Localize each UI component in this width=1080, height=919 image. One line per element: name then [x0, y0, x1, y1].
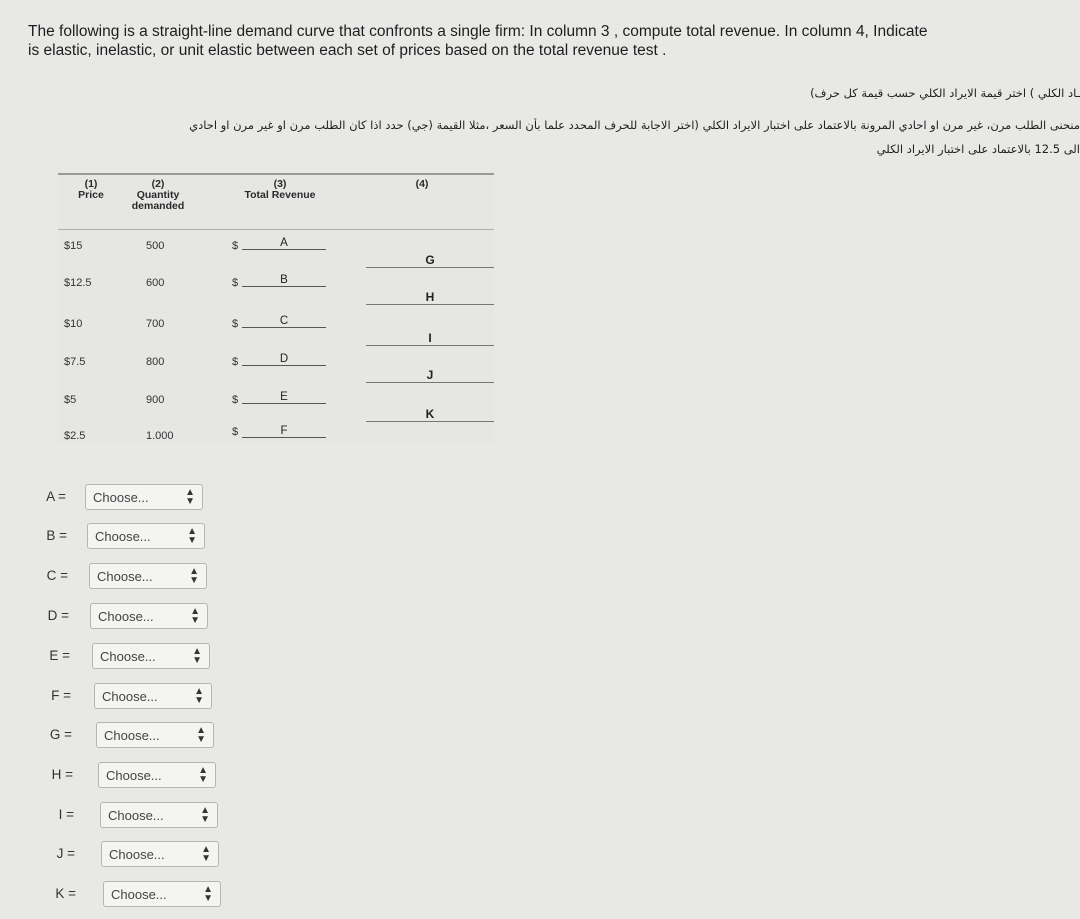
updown-chevron-icon: ▲ ▼: [192, 646, 202, 666]
updown-chevron-icon: ▲ ▼: [203, 884, 213, 904]
dollar-sign: $: [232, 277, 239, 289]
elasticity-blank: K: [366, 407, 494, 422]
header-quantity: (2) Quantity demanded: [131, 178, 185, 212]
answer-label: G =: [49, 727, 72, 742]
total-revenue-blank: D: [242, 353, 326, 366]
answer-select-j[interactable]: [101, 841, 219, 867]
select-value: Choose...: [98, 609, 154, 624]
answer-select-k[interactable]: [103, 881, 221, 907]
select-value: Choose...: [93, 490, 149, 505]
select-value: Choose...: [97, 569, 153, 584]
updown-chevron-icon: ▲ ▼: [196, 725, 206, 745]
select-value: Choose...: [106, 768, 162, 783]
total-revenue-blank: B: [242, 274, 326, 287]
elasticity-blank: H: [366, 290, 494, 305]
answer-select-f[interactable]: [94, 683, 212, 709]
arabic-instruction-1: ـاد الكلي ) اختر قيمة الايراد الكلي حسب قيمة كل حرف): [810, 86, 1080, 100]
elasticity-blank: J: [366, 368, 494, 383]
header-total-revenue: (3) Total Revenue: [244, 178, 316, 201]
question-text: [28, 22, 1080, 60]
answer-select-a[interactable]: [85, 484, 203, 510]
updown-chevron-icon: ▲ ▼: [185, 487, 195, 507]
answer-select-i[interactable]: [100, 802, 218, 828]
answer-label: H =: [51, 767, 73, 782]
price-cell: $12.5: [64, 277, 92, 289]
answer-label: A =: [46, 489, 66, 504]
updown-chevron-icon: ▲ ▼: [190, 606, 200, 626]
answer-select-g[interactable]: [96, 722, 214, 748]
total-revenue-blank: F: [242, 425, 326, 438]
price-cell: $10: [64, 318, 83, 330]
answer-select-b[interactable]: [87, 523, 205, 549]
quantity-cell: 800: [146, 356, 165, 368]
updown-chevron-icon: ▲ ▼: [187, 526, 197, 546]
updown-chevron-icon: ▲ ▼: [194, 686, 204, 706]
updown-chevron-icon: ▲ ▼: [198, 765, 208, 785]
answer-label: I =: [58, 807, 74, 822]
price-cell: $2.5: [64, 430, 86, 442]
arabic-instruction-3: الى 12.5 بالاعتماد على اختبار الايراد الكلي: [876, 142, 1080, 156]
total-revenue-blank: E: [242, 391, 326, 404]
select-value: Choose...: [108, 808, 164, 823]
price-cell: $5: [64, 394, 77, 406]
select-value: Choose...: [104, 728, 160, 743]
total-revenue-blank: A: [242, 237, 326, 250]
select-value: Choose...: [111, 887, 167, 902]
demand-table: [58, 173, 494, 443]
select-value: Choose...: [100, 649, 156, 664]
answer-label: K =: [55, 886, 76, 901]
answer-label: J =: [56, 846, 75, 861]
dollar-sign: $: [232, 426, 239, 438]
elasticity-blank: I: [366, 331, 494, 346]
dollar-sign: $: [232, 318, 239, 330]
header-col4: (4): [415, 178, 429, 190]
quantity-cell: 500: [146, 240, 165, 252]
question-line-2: is elastic, inelastic, or unit elastic between each set of prices based on the total revenue test .: [28, 42, 667, 59]
answer-label: D =: [47, 608, 69, 623]
quantity-cell: 1.000: [146, 430, 174, 442]
updown-chevron-icon: ▲ ▼: [189, 566, 199, 586]
dollar-sign: $: [232, 240, 239, 252]
updown-chevron-icon: ▲ ▼: [200, 805, 210, 825]
answer-select-h[interactable]: [98, 762, 216, 788]
answer-label: B =: [46, 528, 67, 543]
select-value: Choose...: [95, 529, 151, 544]
quantity-cell: 700: [146, 318, 165, 330]
question-line-1: The following is a straight-line demand curve that confronts a single firm: In column 3 , compute total revenue. In column 4, Indicate: [28, 23, 928, 40]
updown-chevron-icon: ▲ ▼: [201, 844, 211, 864]
quantity-cell: 900: [146, 394, 165, 406]
answer-select-e[interactable]: [92, 643, 210, 669]
elasticity-blank: G: [366, 253, 494, 268]
answer-label: F =: [51, 688, 71, 703]
answer-select-c[interactable]: [89, 563, 207, 589]
dollar-sign: $: [232, 394, 239, 406]
header-price: (1) Price: [78, 178, 104, 201]
price-cell: $7.5: [64, 356, 86, 368]
total-revenue-blank: C: [242, 315, 326, 328]
answer-label: C =: [46, 568, 68, 583]
select-value: Choose...: [109, 847, 165, 862]
price-cell: $15: [64, 240, 83, 252]
select-value: Choose...: [102, 689, 158, 704]
arabic-instruction-2: منحنى الطلب مرن، غير مرن او احادي المرونة بالاعتماد على اختبار الايراد الكلي (اختر الاجابة للحرف المحدد علما بأن السعر ،مثلا القيمة (جي) حدد اذا كان الطلب مرن او غير مرن او احادي: [189, 118, 1080, 132]
table-header: [58, 173, 494, 230]
answer-select-d[interactable]: [90, 603, 208, 629]
quantity-cell: 600: [146, 277, 165, 289]
dollar-sign: $: [232, 356, 239, 368]
answer-label: E =: [49, 648, 70, 663]
